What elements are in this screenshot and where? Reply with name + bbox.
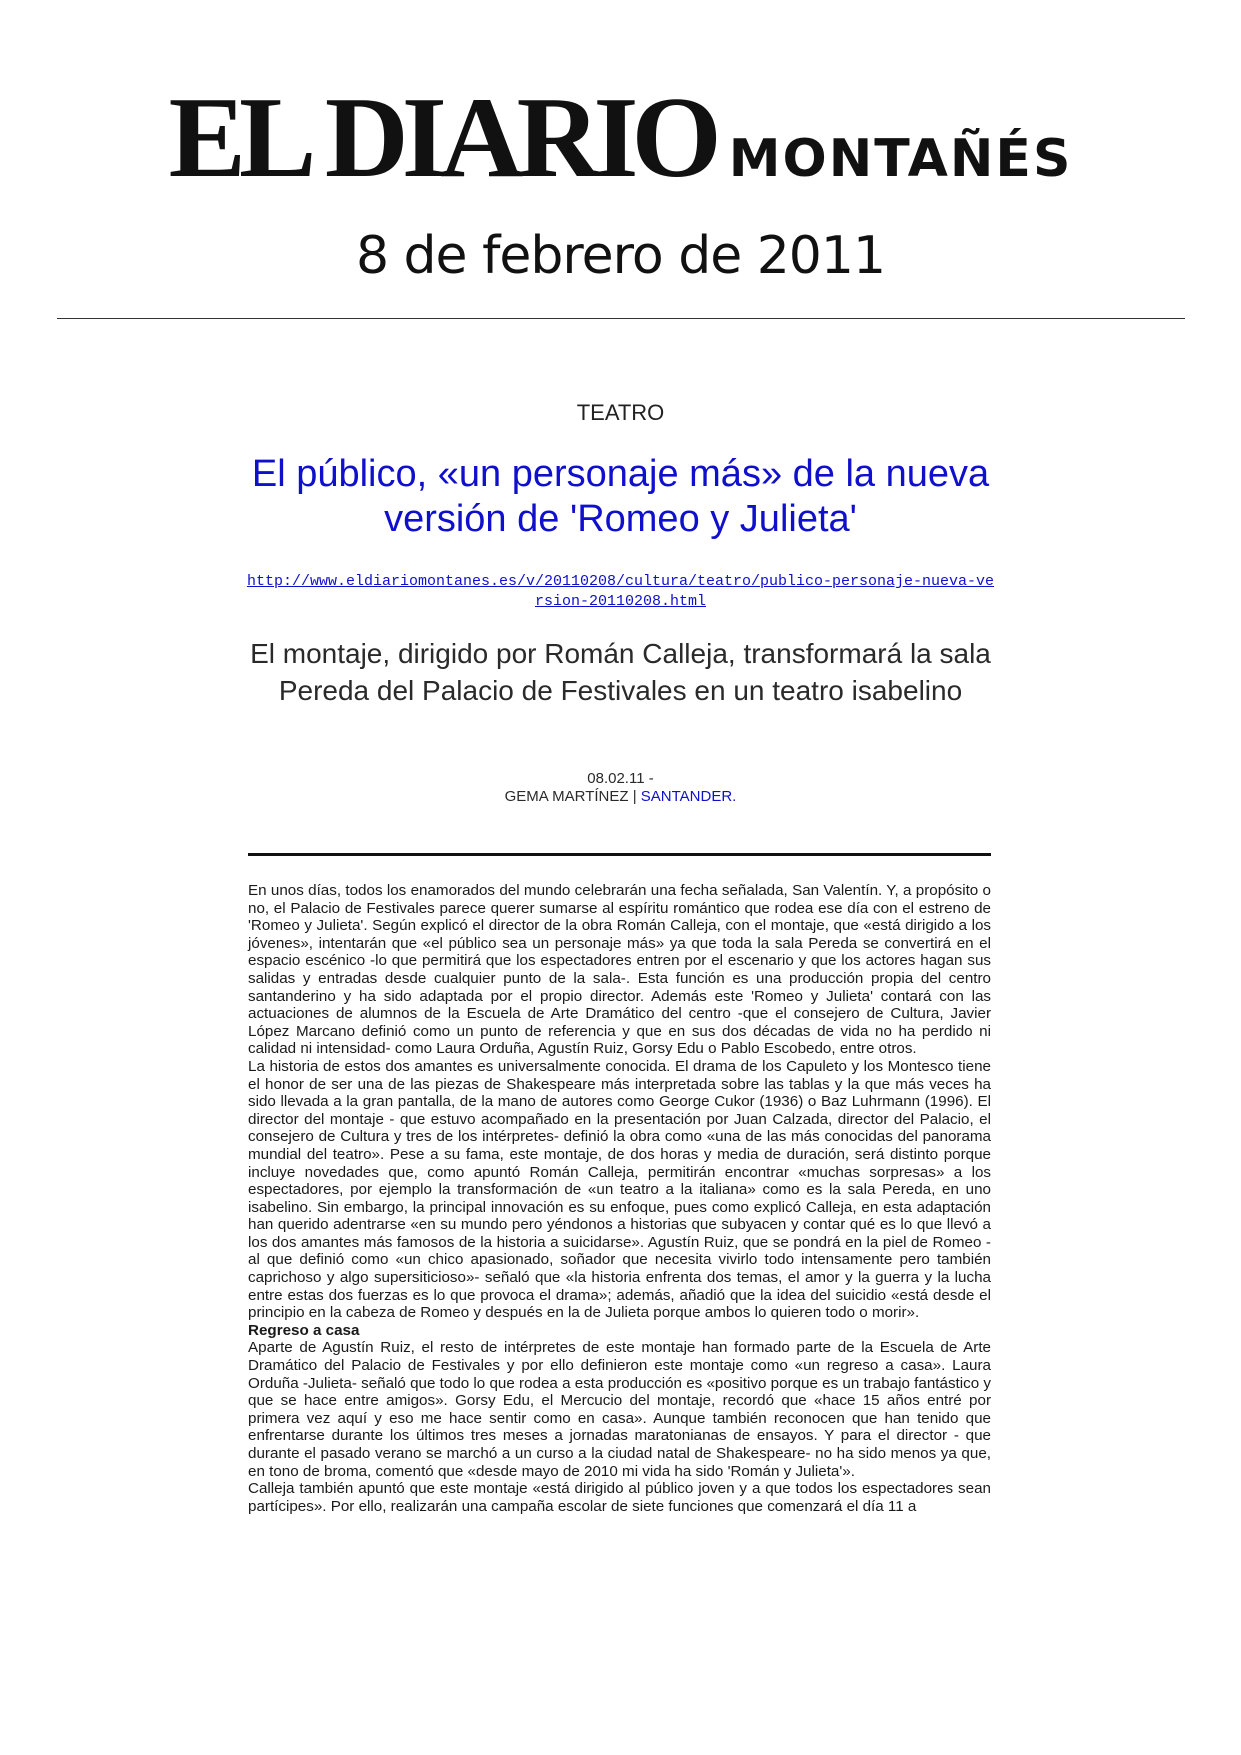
masthead-logo xyxy=(0,74,1241,202)
byline-separator: | xyxy=(632,788,637,805)
logo-sub-text: MONTAÑÉS xyxy=(728,129,1073,189)
article-url-link[interactable]: http://www.eldiariomontanes.es/v/20110208/cultura/teatro/publico-personaje-nueva-version-20110208.html xyxy=(246,573,995,610)
article-date: 08.02.11 - xyxy=(587,770,654,787)
header-divider xyxy=(57,318,1185,319)
article-paragraph: La historia de estos dos amantes es universalmente conocida. El drama de los Capuleto y los Montesco tiene el honor de ser una de las piezas de Shakespeare más interpretada sobre las tablas y la que más veces ha sido llevada a la gran pantalla, de la mano de autores como George Cukor (1936) o Baz Luhrmann (1996). El director del montaje - que estuvo acompañado en la presentación por Juan Calzada, director del Palacio, el consejero de Cultura y tres de los intérpretes- definió la obra como «una de las más conocidas del panorama mundial del teatro». Pese a su fama, este montaje, de dos horas y media de duración, será distinto porque incluye novedades que, como apuntó Román Calleja, permitirán encontrar «muchas sorpresas» a los espectadores, por ejemplo la transformación de «un teatro a la italiana» como es la sala Pereda, en uno isabelino. Sin embargo, la principal innovación es su enfoque, pues como explicó Calleja, en esta adaptación han querido adentrarse «en su mundo pero yéndonos a historias que subyacen y contar qué es lo que llevó a los dos amantes más famosos de la historia a suicidarse». Agustín Ruiz, que se pondrá en la piel de Romeo -al que definió como «un chico apasionado, soñador que necesita vivirlo todo intensamente pero también caprichoso y algo supersiticioso»- señaló que «la historia enfrenta dos temas, el amor y la guerra y la lucha entre estas dos fuerzas es lo que provoca el drama»; además, añadió que la idea del suicidio «está desde el principio en la cabeza de Romeo y después en la de Julieta porque ambos lo quieren todo o morir». xyxy=(248,1057,991,1322)
logo-main-text: EL DIARIO xyxy=(168,74,715,202)
author-line xyxy=(0,788,1241,806)
byline xyxy=(0,770,1241,806)
author-name: GEMA MARTÍNEZ xyxy=(504,788,629,805)
article-subheadline: El montaje, dirigido por Román Calleja, transformará la sala Pereda del Palacio de Festivales en un teatro isabelino xyxy=(250,638,991,706)
article-headline: El público, «un personaje más» de la nueva versión de 'Romeo y Julieta' xyxy=(251,453,990,540)
article-paragraph: En unos días, todos los enamorados del mundo celebrarán una fecha señalada, San Valentín. Y, a propósito o no, el Palacio de Festivales parece querer sumarse al espíritu romántico que rodea ese día con el estreno de 'Romeo y Julieta'. Según explicó el director de la obra Román Calleja, con el montaje, que «está dirigido a los jóvenes», intentarán que «el público sea un personaje más» ya que toda la sala Pereda se convertirá en el espacio escénico -lo que permitirá que los espectadores entren por el escenario y que los actores hagan sus salidas y entradas desde cualquier punto de la sala-. Esta función es una producción propia del centro santanderino y ha sido adaptada por el propio director. Además este 'Romeo y Julieta' contará con las actuaciones de alumnos de la Escuela de Arte Dramático del centro -que el consejero de Cultura, Javier López Marcano definió como un punto de referencia y que en sus dos décadas de vida no ha perdido ni calidad ni intensidad- como Laura Orduña, Agustín Ruiz, Gorsy Edu o Pablo Escobedo, entre otros. xyxy=(248,882,991,1058)
publication-date: 8 de febrero de 2011 xyxy=(355,226,886,286)
article-body xyxy=(248,882,991,1515)
article-subtitle: Regreso a casa xyxy=(248,1321,360,1339)
article-divider xyxy=(248,853,991,856)
article-location: SANTANDER. xyxy=(640,788,737,805)
article-paragraph: Calleja también apuntó que este montaje «está dirigido al público joven y a que todos los espectadores sean partícipes». Por ello, realizarán una campaña escolar de siete funciones que comenzará el día 11 a xyxy=(248,1480,991,1515)
article-paragraph: Aparte de Agustín Ruiz, el resto de intérpretes de este montaje han formado parte de la Escuela de Arte Dramático del Palacio de Festivales y por ello definieron este montaje como «un regreso a casa». Laura Orduña -Julieta- señaló que todo lo que rodea a esta producción es «positivo porque es un trabajo fantástico y que se hace entre amigos». Gorsy Edu, el Mercucio del montaje, recordó que «hace 15 años entré por primera vez aquí y eso me hace sentir como en casa». Aunque también reconocen que han tenido que enfrentarse durante los últimos tres meses a jornadas maratonianas de ensayos. Y para el director - que durante el pasado verano se marchó a un curso a la ciudad natal de Shakespeare- no ha sido menos ya que, en tono de broma, comentó que «desde mayo de 2010 mi vida ha sido 'Román y Julieta'». xyxy=(248,1339,991,1480)
section-label: TEATRO xyxy=(576,400,665,425)
